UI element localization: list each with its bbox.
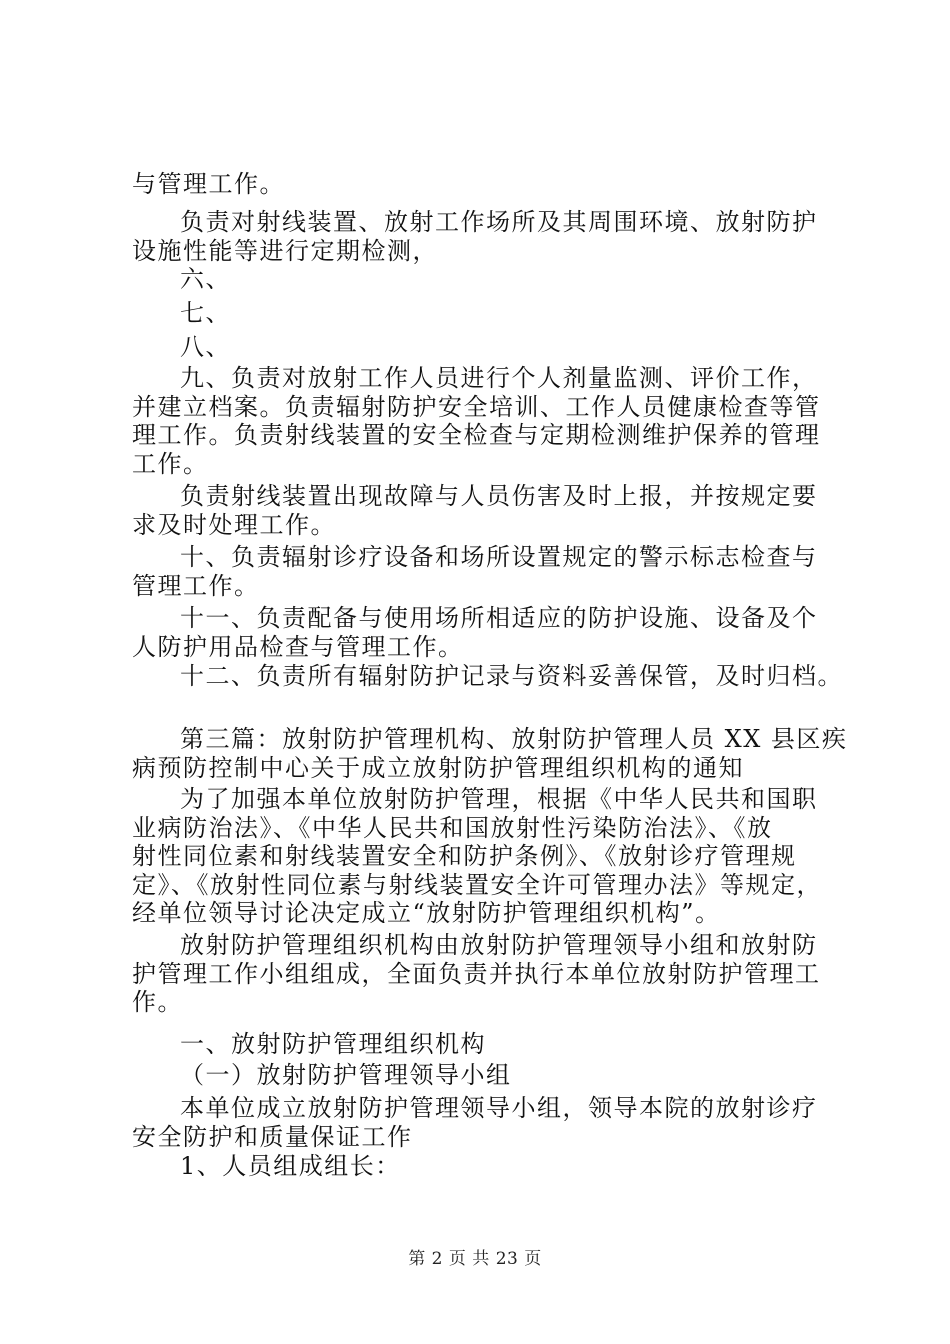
paragraph xyxy=(132,1030,852,1059)
paragraph xyxy=(132,1061,852,1090)
paragraph-line: 八、 xyxy=(180,333,231,361)
paragraph-line: 护管理工作小组组成，全面负责并执行本单位放射防护管理工 xyxy=(132,959,821,988)
paragraph-line: 十二、负责所有辐射防护记录与资料妥善保管，及时归档。 xyxy=(180,662,843,690)
paragraph-line: 九、负责对放射工作人员进行个人剂量监测、评价工作， xyxy=(180,364,818,392)
paragraph-line: 理工作。负责射线装置的安全检查与定期检测维护保养的管理 xyxy=(132,421,821,449)
paragraph xyxy=(132,785,852,928)
paragraph xyxy=(132,1152,852,1181)
paragraph-line: 工作。 xyxy=(132,449,209,478)
paragraph-line: 与管理工作。 xyxy=(132,170,285,198)
paragraph-line: 七、 xyxy=(180,299,231,327)
paragraph-line: 负责射线装置出现故障与人员伤害及时上报，并按规定要 xyxy=(180,482,818,510)
paragraph xyxy=(132,931,852,1017)
paragraph xyxy=(132,725,852,782)
paragraph-line: 为了加强本单位放射防护管理，根据《中华人民共和国职 xyxy=(180,785,818,813)
paragraph xyxy=(132,1094,852,1151)
paragraph-line: 十、负责辐射诊疗设备和场所设置规定的警示标志检查与 xyxy=(180,543,818,571)
paragraph xyxy=(132,265,852,294)
paragraph xyxy=(132,333,852,362)
paragraph-line: 放射防护管理组织机构由放射防护管理领导小组和放射防 xyxy=(180,931,818,959)
paragraph-line: 十一、负责配备与使用场所相适应的防护设施、设备及个 xyxy=(180,604,818,632)
paragraph-line: 负责对射线装置、放射工作场所及其周围环境、放射防护 xyxy=(180,208,818,236)
paragraph-line: 病预防控制中心关于成立放射防护管理组织机构的通知 xyxy=(132,753,744,782)
paragraph-line: 设施性能等进行定期检测， xyxy=(132,236,438,265)
paragraph-line: 求及时处理工作。 xyxy=(132,510,336,539)
paragraph-line: 本单位成立放射防护管理领导小组，领导本院的放射诊疗 xyxy=(180,1094,818,1122)
paragraph xyxy=(132,299,852,328)
paragraph xyxy=(132,604,852,661)
paragraph xyxy=(132,543,852,600)
paragraph-line: 第三篇：放射防护管理机构、放射防护管理人员 XX 县区疾 xyxy=(180,725,848,753)
paragraph-line: 六、 xyxy=(180,265,231,293)
paragraph-line: 定》、《放射性同位素与射线装置安全许可管理办法》等规定， xyxy=(132,870,822,899)
paragraph xyxy=(132,208,852,265)
paragraph-line: 并建立档案。负责辐射防护安全培训、工作人员健康检查等管 xyxy=(132,392,821,421)
paragraph xyxy=(132,482,852,539)
paragraph xyxy=(132,364,852,478)
paragraph-line: 1、人员组成组长： xyxy=(180,1152,401,1180)
paragraph xyxy=(132,662,852,691)
paragraph-line: 射性同位素和射线装置安全和防护条例》、《放射诊疗管理规 xyxy=(132,842,797,870)
paragraph-line: 人防护用品检查与管理工作。 xyxy=(132,632,464,661)
paragraph-line: （一）放射防护管理领导小组 xyxy=(180,1061,512,1089)
paragraph-line: 业病防治法》、《中华人民共和国放射性污染防治法》、《放 xyxy=(132,813,773,842)
paragraph xyxy=(132,170,852,199)
paragraph-line: 一、放射防护管理组织机构 xyxy=(180,1030,486,1058)
page-footer: 第 2 页 共 23 页 xyxy=(408,1249,542,1269)
paragraph-line: 管理工作。 xyxy=(132,571,260,600)
paragraph-line: 安全防护和质量保证工作 xyxy=(132,1122,413,1151)
paragraph-line: 经单位领导讨论决定成立“放射防护管理组织机构”。 xyxy=(132,899,721,927)
paragraph-line: 作。 xyxy=(132,988,183,1016)
